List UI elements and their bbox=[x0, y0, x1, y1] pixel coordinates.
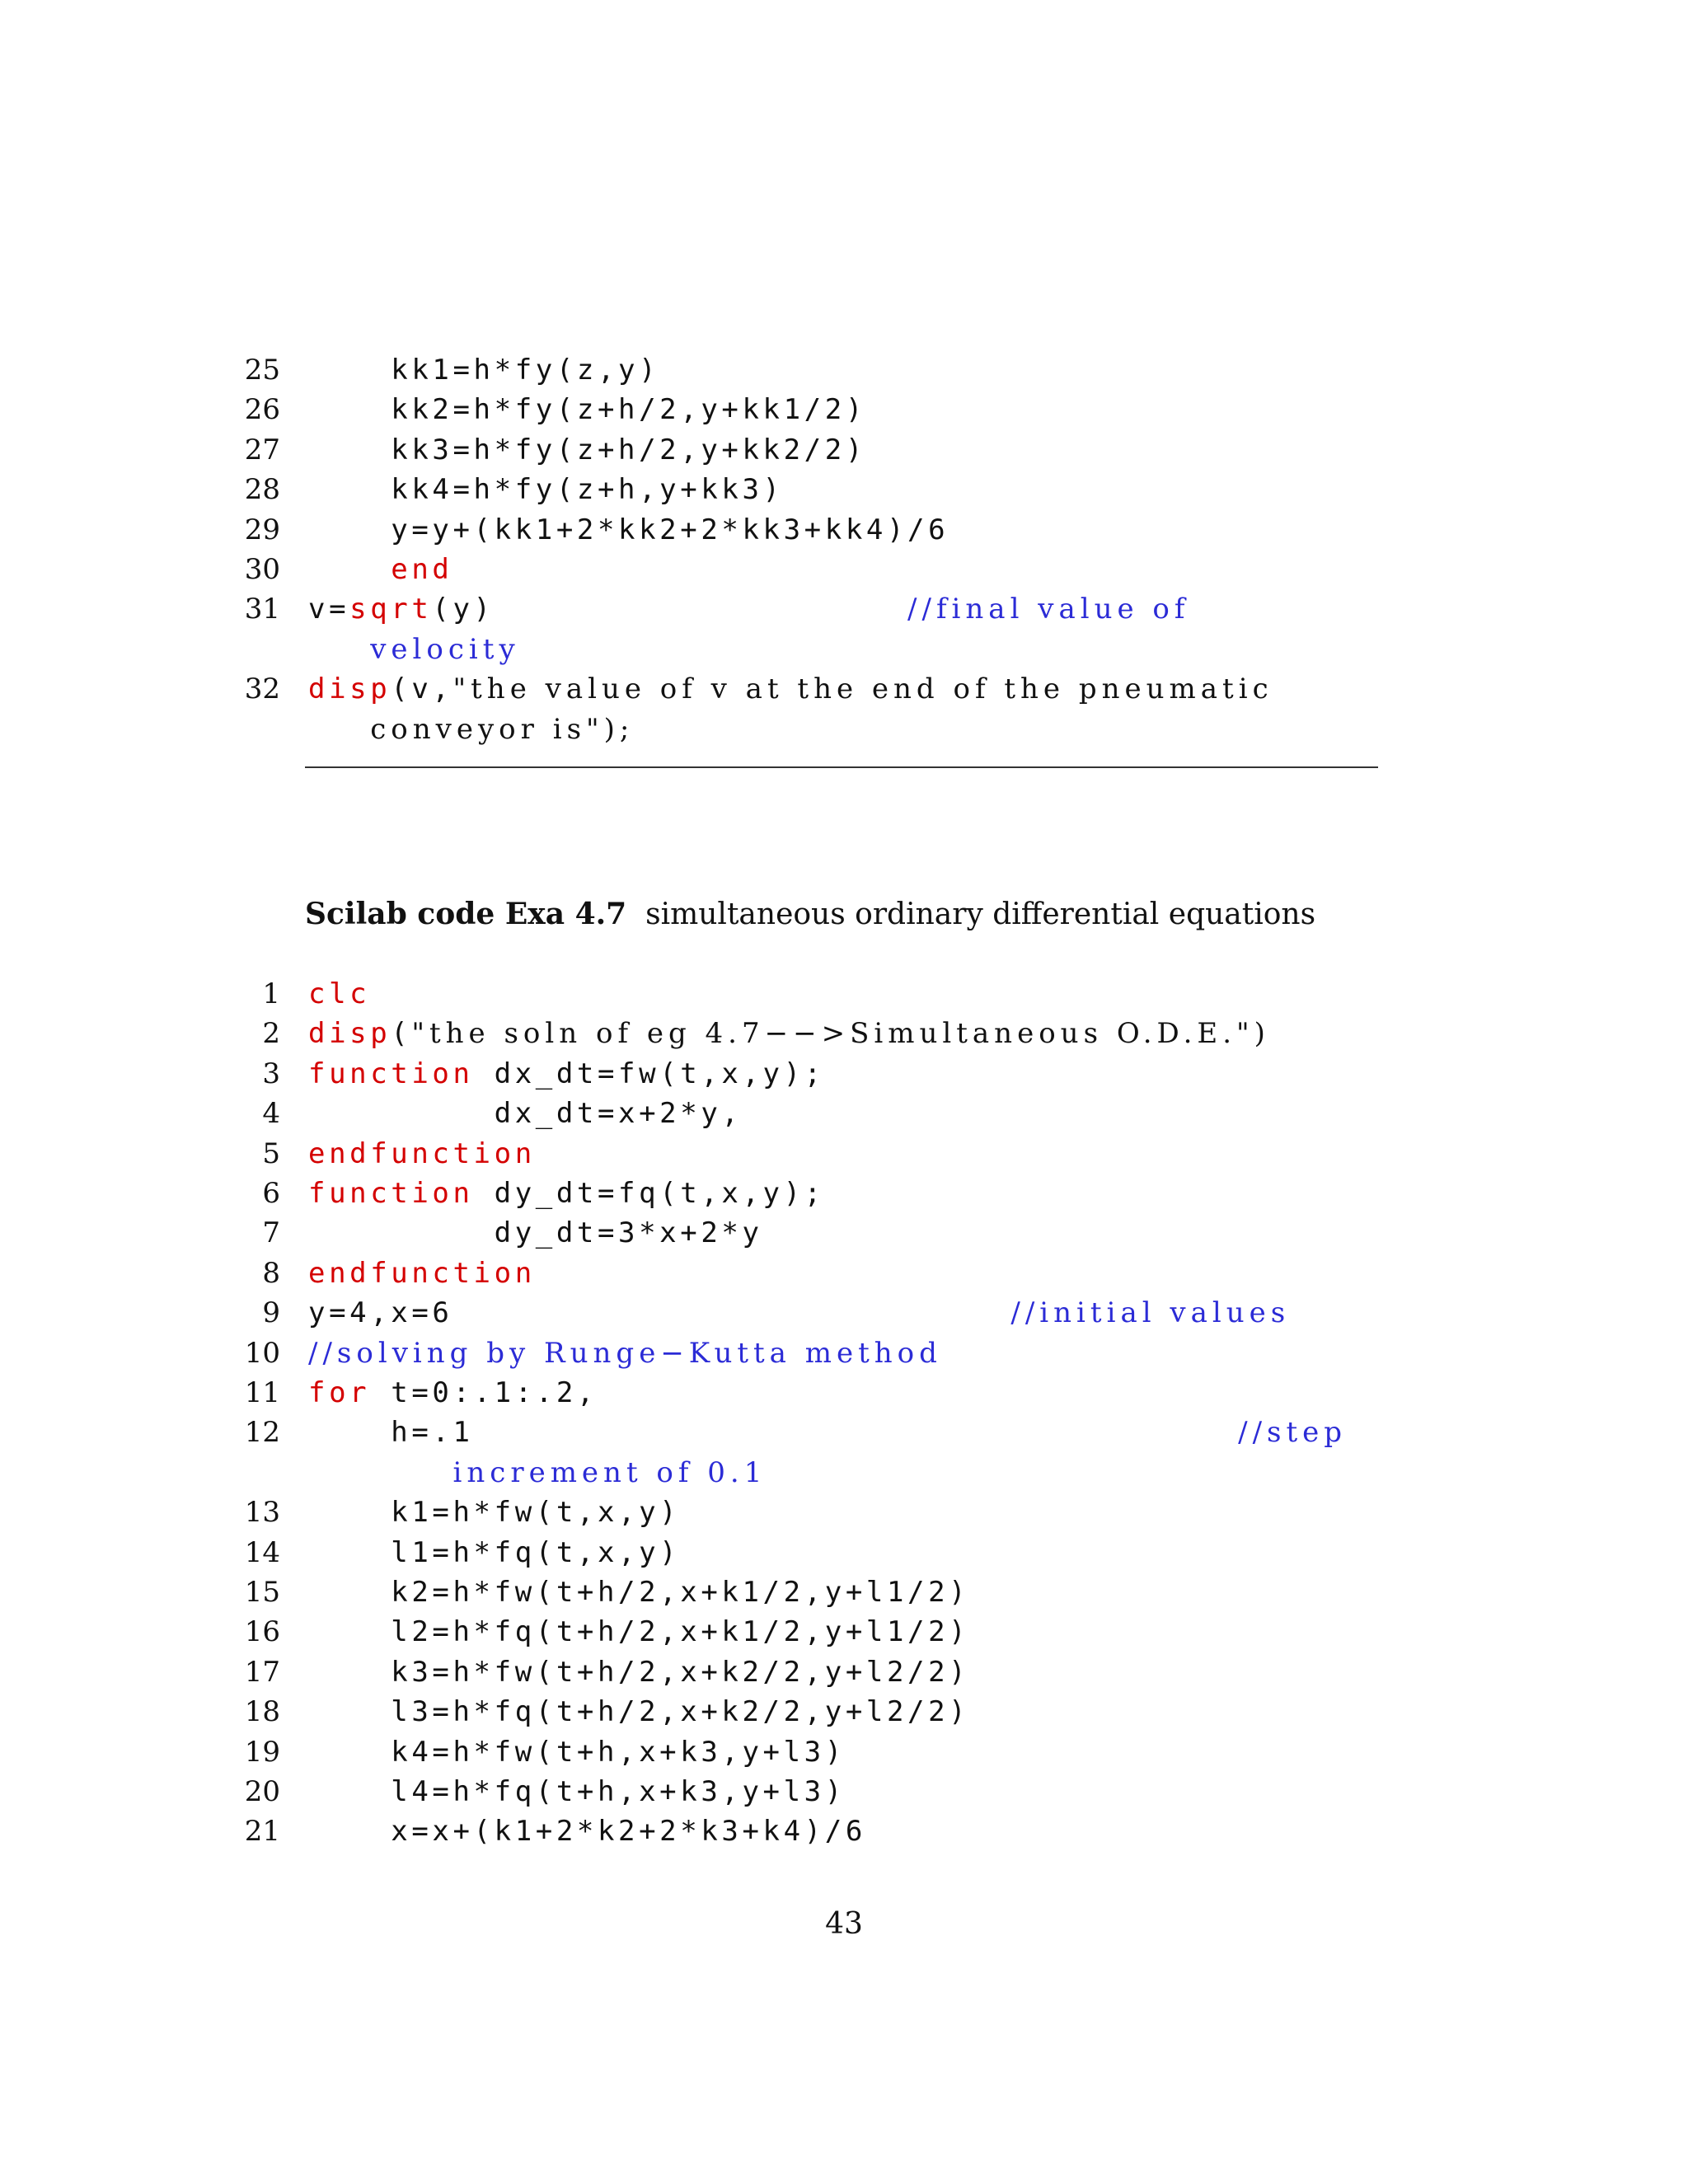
code-token: dx_dt=fw(t,x,y); bbox=[473, 1057, 825, 1090]
code-token bbox=[308, 633, 370, 666]
line-number: 16 bbox=[244, 1615, 280, 1649]
code-token: l1=h*fq(t,x,y) bbox=[308, 1535, 681, 1569]
line-code bbox=[308, 550, 453, 589]
code-token: kk1=h*fy(z,y) bbox=[308, 354, 660, 387]
line-code bbox=[308, 470, 784, 509]
code-token: y=y+(kk1+2*kk2+2*kk3+kk4)/6 bbox=[308, 513, 950, 546]
line-number: 30 bbox=[244, 553, 280, 586]
code-token bbox=[308, 713, 370, 746]
line-code bbox=[308, 710, 634, 749]
line-number: 21 bbox=[244, 1815, 280, 1849]
comment-token: //final value of bbox=[907, 593, 1190, 626]
keyword-token: endfunction bbox=[308, 1137, 536, 1170]
line-number: 15 bbox=[244, 1576, 280, 1609]
line-number: 9 bbox=[262, 1296, 280, 1330]
code-token: l2=h*fq(t+h/2,x+k1/2,y+l1/2) bbox=[308, 1615, 970, 1649]
line-number: 1 bbox=[262, 977, 280, 1010]
line-code bbox=[308, 1413, 1347, 1452]
line-code bbox=[308, 510, 949, 550]
line-number: 25 bbox=[244, 354, 280, 387]
line-number: 19 bbox=[244, 1735, 280, 1769]
code-token: kk4=h*fy(z+h,y+kk3) bbox=[308, 473, 784, 507]
line-code bbox=[308, 1174, 825, 1213]
code-token: kk2=h*fy(z+h/2,y+kk1/2) bbox=[308, 393, 866, 427]
code-token: h=.1 bbox=[308, 1416, 1239, 1450]
line-number: 14 bbox=[244, 1535, 280, 1569]
code-token: k4=h*fw(t+h,x+k3,y+l3) bbox=[308, 1735, 846, 1769]
keyword-token: end bbox=[391, 553, 453, 586]
line-number: 11 bbox=[244, 1376, 280, 1409]
code-token: x=x+(k1+2*k2+2*k3+k4)/6 bbox=[308, 1815, 866, 1849]
line-number: 28 bbox=[244, 473, 280, 507]
line-number: 10 bbox=[244, 1336, 280, 1370]
line-number: 12 bbox=[244, 1416, 280, 1450]
line-number: 20 bbox=[244, 1775, 280, 1808]
keyword-token: clc bbox=[308, 977, 371, 1010]
line-code bbox=[308, 1732, 846, 1772]
code-token: k2=h*fw(t+h/2,x+k1/2,y+l1/2) bbox=[308, 1576, 970, 1609]
keyword-token: endfunction bbox=[308, 1256, 536, 1290]
line-number: 17 bbox=[244, 1655, 280, 1689]
line-number: 8 bbox=[262, 1256, 280, 1290]
code-token: t=0:.1:.2, bbox=[370, 1376, 598, 1409]
code-token: dy_dt=3*x+2*y bbox=[308, 1216, 763, 1250]
keyword-token: for bbox=[308, 1376, 371, 1409]
line-code bbox=[308, 589, 1189, 629]
line-code bbox=[308, 1054, 825, 1094]
code-token bbox=[308, 1456, 453, 1489]
line-number: 7 bbox=[262, 1216, 280, 1250]
line-code bbox=[308, 390, 866, 429]
line-number: 2 bbox=[262, 1017, 280, 1051]
line-code bbox=[308, 1213, 763, 1253]
caption-label: Scilab code Exa 4.7 bbox=[305, 897, 627, 931]
code-token bbox=[308, 553, 391, 586]
comment-token: //initial values bbox=[1010, 1296, 1291, 1330]
keyword-token: sqrt bbox=[349, 593, 433, 626]
comment-token: //step bbox=[1238, 1416, 1348, 1450]
page-number: 43 bbox=[825, 1907, 863, 1941]
keyword-token: disp bbox=[308, 1017, 392, 1051]
line-code bbox=[308, 1811, 866, 1851]
keyword-token: disp bbox=[308, 673, 392, 706]
line-number: 4 bbox=[262, 1097, 280, 1131]
code-token: dy_dt=fq(t,x,y); bbox=[473, 1177, 825, 1210]
listing-caption bbox=[305, 894, 1315, 934]
code-token: l4=h*fq(t+h,x+k3,y+l3) bbox=[308, 1775, 846, 1808]
line-code bbox=[308, 1772, 846, 1811]
line-number: 6 bbox=[262, 1177, 280, 1210]
code-token: ( bbox=[391, 1017, 412, 1051]
keyword-token: function bbox=[308, 1177, 474, 1210]
line-code bbox=[308, 350, 659, 390]
code-token: l3=h*fq(t+h/2,x+k2/2,y+l2/2) bbox=[308, 1695, 970, 1729]
line-number: 26 bbox=[244, 393, 280, 427]
caption-text: simultaneous ordinary differential equations bbox=[645, 898, 1316, 931]
line-code bbox=[308, 1493, 680, 1532]
code-token: k1=h*fw(t,x,y) bbox=[308, 1496, 681, 1530]
line-code bbox=[308, 1134, 536, 1174]
line-number: 13 bbox=[244, 1496, 280, 1530]
line-code bbox=[308, 1453, 767, 1493]
code-token: v= bbox=[308, 593, 350, 626]
line-code bbox=[308, 974, 370, 1014]
string-token: "the soln of eg 4.7−−>Simultaneous O.D.E.") bbox=[411, 1017, 1270, 1051]
code-token: (y) bbox=[432, 593, 908, 626]
code-token: (v, bbox=[391, 673, 453, 706]
line-code bbox=[308, 630, 520, 669]
line-number: 32 bbox=[244, 673, 280, 706]
line-code bbox=[308, 1373, 598, 1413]
line-number: 18 bbox=[244, 1695, 280, 1729]
line-number: 31 bbox=[244, 593, 280, 626]
line-code bbox=[308, 1293, 1290, 1333]
string-token: "the value of v at the end of the pneumatic bbox=[452, 673, 1273, 706]
line-code bbox=[308, 1533, 680, 1572]
comment-token: increment of 0.1 bbox=[452, 1455, 767, 1489]
line-code bbox=[308, 1572, 969, 1612]
line-code bbox=[308, 1612, 969, 1652]
code-token: dx_dt=x+2*y, bbox=[308, 1097, 743, 1131]
line-code bbox=[308, 1094, 742, 1133]
line-number: 29 bbox=[244, 513, 280, 546]
line-code bbox=[308, 1254, 536, 1293]
line-code bbox=[308, 669, 1273, 709]
code-token: k3=h*fw(t+h/2,x+k2/2,y+l2/2) bbox=[308, 1655, 970, 1689]
listing-divider bbox=[305, 766, 1378, 768]
line-code bbox=[308, 430, 866, 470]
line-code bbox=[308, 1652, 969, 1692]
line-number: 27 bbox=[244, 433, 280, 466]
line-number: 5 bbox=[262, 1137, 280, 1170]
line-code bbox=[308, 1014, 1270, 1053]
keyword-token: function bbox=[308, 1057, 474, 1090]
line-code bbox=[308, 1333, 942, 1373]
code-token: y=4,x=6 bbox=[308, 1296, 1011, 1330]
comment-token: velocity bbox=[370, 632, 520, 666]
line-code bbox=[308, 1692, 969, 1732]
line-number: 3 bbox=[262, 1057, 280, 1090]
code-token: kk3=h*fy(z+h/2,y+kk2/2) bbox=[308, 433, 866, 466]
string-token: conveyor is"); bbox=[370, 712, 635, 746]
comment-token: //solving by Runge−Kutta method bbox=[308, 1336, 942, 1370]
